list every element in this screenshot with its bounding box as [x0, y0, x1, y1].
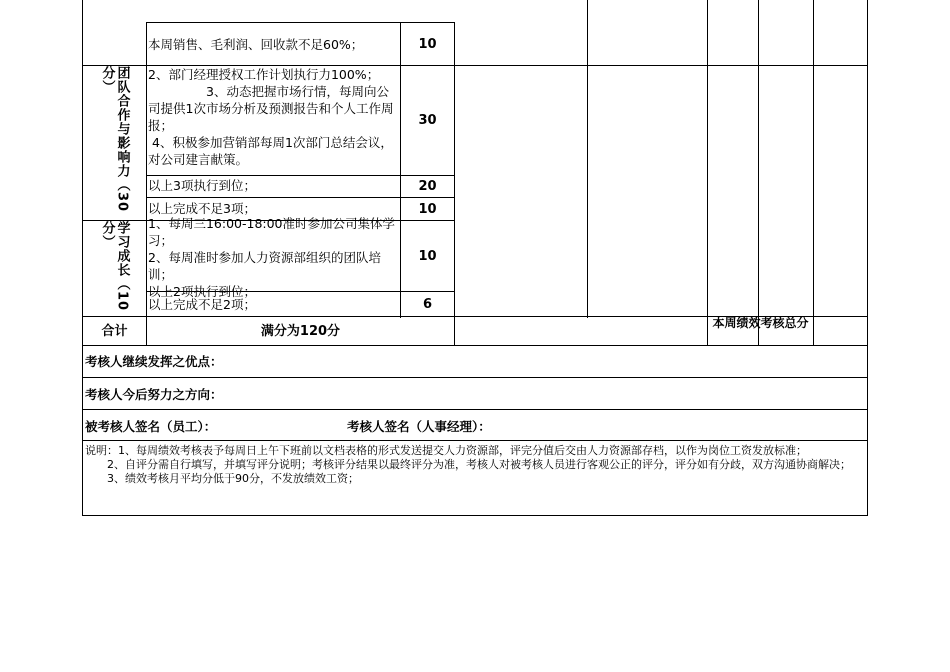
team-desc-line-3: 4、积极参加营销部每周1次部门总结会议，对公司建言献策。	[148, 135, 393, 167]
team-score-main: 30	[418, 113, 437, 128]
team-line-a: 以上3项执行到位；	[148, 178, 256, 193]
hr-signature-label: 考核人签名（人事经理）：	[347, 419, 491, 434]
learn-score-b: 6	[422, 296, 433, 312]
learn-desc-line-2: 2、每周准时参加人力资源部组织的团队培训；	[148, 250, 381, 282]
grid-line	[867, 0, 868, 516]
grid-line	[587, 0, 588, 318]
strengths-label: 考核人继续发挥之优点：	[85, 354, 223, 369]
learn-score-main: 10	[418, 248, 437, 264]
grid-line	[758, 0, 759, 346]
grid-line	[146, 22, 147, 346]
team-score-a: 20	[418, 179, 437, 194]
grid-line	[82, 515, 868, 516]
sales-shortfall-text: 本周销售、毛利润、回收款不足60%；	[148, 37, 364, 52]
improve-label: 考核人今后努力之方向：	[85, 387, 223, 402]
note-line-2: 2、自评分需自行填写，并填写评分说明；考核评分结果以最终评分为准，考核人对被考核人员进行客观公正的评分，评分如有分歧，双方沟通协商解决；	[107, 458, 851, 471]
learn-description	[148, 216, 400, 299]
grid-line	[82, 345, 868, 346]
grid-line	[82, 440, 868, 441]
employee-signature-label: 被考核人签名（员工）：	[85, 419, 217, 434]
team-desc-line-2: 3、动态把握市场行情，每周向公司提供1次市场分析及预测报告和个人工作周报；	[148, 84, 394, 133]
learn-category-text: 学习成长（10分）	[99, 221, 130, 312]
team-category-text: 团队合作与影响力（30分）	[99, 66, 130, 213]
learn-desc-line-3: 以上2项执行到位；	[148, 284, 256, 299]
grid-line	[707, 0, 708, 346]
learn-category-label	[83, 221, 146, 316]
grid-line	[813, 0, 814, 346]
sales-shortfall-score: 10	[418, 36, 437, 52]
team-desc-line-1: 2、部门经理授权工作计划执行力100%；	[148, 67, 380, 82]
team-line-b: 以上完成不足3项；	[148, 201, 256, 216]
learn-line-b: 以上完成不足2项；	[148, 297, 256, 312]
notes-block	[85, 444, 865, 514]
team-score-b: 10	[418, 201, 437, 217]
grid-line	[454, 22, 455, 346]
full-score-text: 满分为120分	[260, 323, 341, 339]
team-category-label	[83, 66, 146, 220]
grid-line	[82, 409, 868, 410]
weekly-total-label: 本周绩效考核总分	[712, 316, 809, 330]
note-line-3: 3、绩效考核月平均分低于90分，不发放绩效工资；	[107, 472, 359, 485]
total-label: 合计	[101, 323, 128, 339]
grid-line	[82, 377, 868, 378]
team-description	[148, 66, 400, 175]
note-line-1: 说明：1、每周绩效考核表予每周日上午下班前以文档表格的形式发送提交人力资源部，评完分值后交由人力资源部存档，以作为岗位工资发放标准；	[85, 444, 807, 457]
learn-desc-line-1: 1、每周三16:00-18:00准时参加公司集体学习；	[148, 216, 396, 248]
